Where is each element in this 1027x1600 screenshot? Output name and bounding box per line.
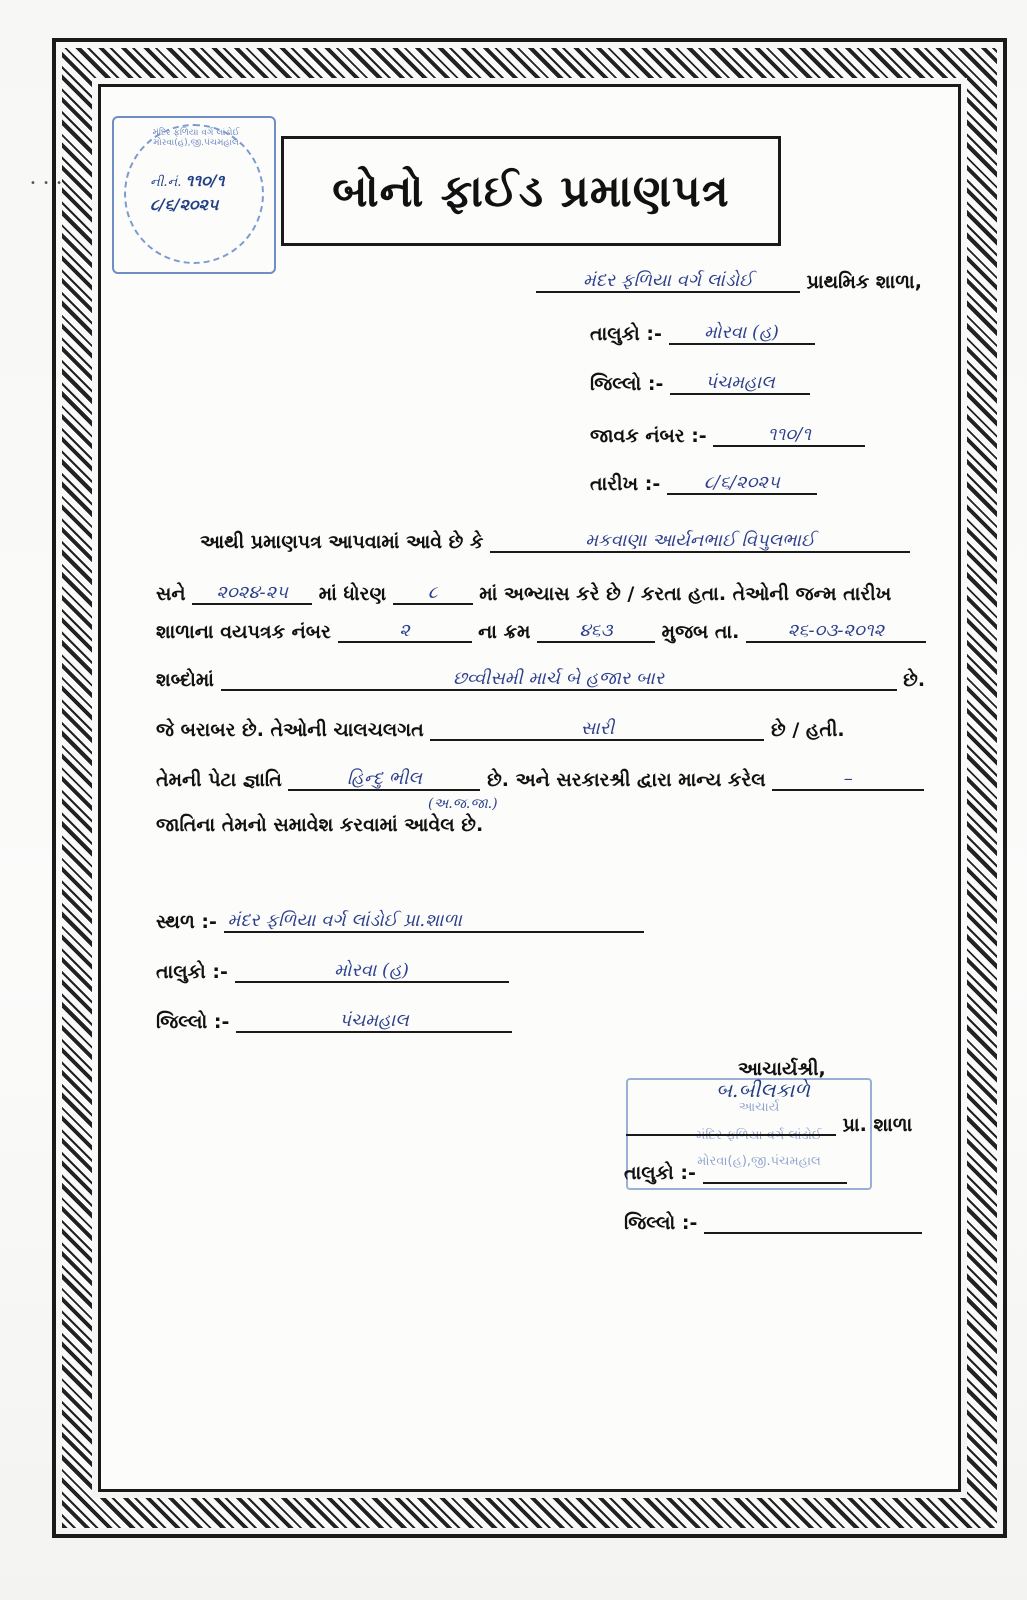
principal-taluka-line — [703, 1162, 847, 1184]
header-taluka-label: તાલુકો :- — [590, 323, 662, 345]
principal-district-row — [624, 1212, 922, 1234]
principal-district-label: જિલ્લો :- — [624, 1212, 698, 1234]
principal-signature: બ.બીલકાળે — [716, 1078, 810, 1102]
words-prefix: શબ્દોમાં — [156, 669, 214, 691]
outward-label: જાવક નંબર :- — [590, 425, 707, 447]
place-label: સ્થળ :- — [156, 911, 217, 933]
words-value: છવ્વીસમી માર્ચ બે હજાર બાર — [221, 668, 897, 691]
words-suffix: છે. — [903, 669, 926, 691]
principal-school-suffix: પ્રા. શાળા — [842, 1114, 913, 1136]
principal-stamp-line1: આચાર્ય — [738, 1100, 780, 1115]
year-prefix: સને — [156, 583, 186, 605]
closing-text: જાતિના તેમનો સમાવેશ કરવામાં આવેલ છે. — [156, 814, 484, 836]
conduct-prefix: જે બરાબર છે. તેઓની ચાલચલગત — [156, 719, 424, 741]
outward-value: ૧૧૦/૧ — [713, 424, 865, 447]
conduct-row — [156, 718, 845, 741]
principal-label: આચાર્યશ્રી, — [738, 1058, 826, 1080]
year-value: ૨૦૨૪-૨૫ — [192, 582, 312, 605]
date-row — [590, 472, 817, 495]
principal-stamp-line3: મોરવા(હ),જી.પંચમહાલ — [697, 1154, 821, 1169]
dob-value: ૨૬-૦૩-૨૦૧૨ — [746, 620, 926, 643]
words-row — [156, 668, 925, 691]
principal-district-line — [704, 1212, 922, 1234]
stamp-ring-text: મંદિર ફળિયા વર્ગ લાંડોઈ મોરવા(હ),જી.પંચમહાલ — [152, 128, 240, 148]
register-value: ૨ — [338, 620, 472, 643]
caste-value: હિન્દુ ભીલ — [288, 768, 480, 791]
serial-value: ૪૬૩ — [537, 620, 655, 643]
dob-prefix: મુજબ તા. — [661, 621, 740, 643]
register-prefix: શાળાના વયપત્રક નંબર — [156, 621, 331, 643]
header-district-label: જિલ્લો :- — [590, 373, 664, 395]
place-row — [156, 910, 644, 933]
year-row — [156, 582, 891, 605]
govt-value: – — [772, 768, 924, 791]
intro-text: આથી પ્રમાણપત્ર આપવામાં આવે છે કે — [200, 531, 484, 553]
std-prefix: માં ધોરણ — [318, 583, 387, 605]
stamp-number-value: ૧૧૦/૧ — [185, 171, 225, 190]
intro-row — [200, 530, 910, 553]
principal-taluka-row — [624, 1162, 847, 1184]
school-suffix: પ્રાથમિક શાળા, — [806, 271, 922, 293]
page-title: બોનો ફાઈડ પ્રમાણપત્ર — [332, 165, 730, 217]
place-district-label: જિલ્લો :- — [156, 1011, 230, 1033]
caste-note: (અ.જ.જા.) — [428, 796, 498, 812]
place-taluka-label: તાલુકો :- — [156, 961, 228, 983]
place-value: મંદર ફળિયા વર્ગ લાંડોઈ પ્રા.શાળા — [224, 910, 644, 933]
conduct-value: સારી — [430, 718, 764, 741]
header-district-row — [590, 372, 810, 395]
caste-row — [156, 768, 924, 791]
header-taluka-row — [590, 322, 815, 345]
student-name-value: મકવાણા આર્યનભાઈ વિપુલભાઈ — [490, 530, 910, 553]
conduct-suffix: છે / હતી. — [771, 719, 845, 741]
outward-row — [590, 424, 865, 447]
stamp-number — [150, 170, 225, 218]
place-district-value: પંચમહાલ — [236, 1010, 512, 1033]
principal-school-line — [626, 1114, 836, 1136]
date-value: ૮/૬/૨૦૨૫ — [667, 472, 817, 495]
place-taluka-row — [156, 960, 509, 983]
principal-taluka-label: તાલુકો :- — [624, 1162, 696, 1184]
place-district-row — [156, 1010, 512, 1033]
margin-marks: • • • — [30, 178, 65, 189]
school-stamp — [112, 116, 276, 274]
register-row — [156, 620, 926, 643]
caste-prefix: તેમની પેટા જ્ઞાતિ — [156, 769, 282, 791]
date-label: તારીખ :- — [590, 473, 661, 495]
header-taluka-value: મોરવા (હ) — [669, 322, 815, 345]
govt-text: છે. અને સરકારશ્રી દ્વારા માન્ય કરેલ — [487, 769, 766, 791]
stamp-number-label: ની.નં. — [150, 175, 182, 190]
header-district-value: પંચમહાલ — [670, 372, 810, 395]
std-value: ૮ — [393, 582, 473, 605]
school-name-value: મંદર ફળિયા વર્ગ લાંડોઈ — [536, 270, 800, 293]
place-taluka-value: મોરવા (હ) — [235, 960, 509, 983]
serial-prefix: ના ક્રમ — [478, 621, 531, 643]
school-row — [536, 270, 922, 293]
title-box — [281, 136, 781, 246]
study-text: માં અભ્યાસ કરે છે / કરતા હતા. તેઓની જન્મ તારીખ — [479, 583, 892, 605]
principal-school-row — [626, 1114, 912, 1136]
stamp-date-value: ૮/૬/૨૦૨૫ — [150, 195, 219, 214]
principal-stamp-line2: મંદિર ફળિયા વર્ગ લાંડોઈ — [696, 1128, 822, 1143]
